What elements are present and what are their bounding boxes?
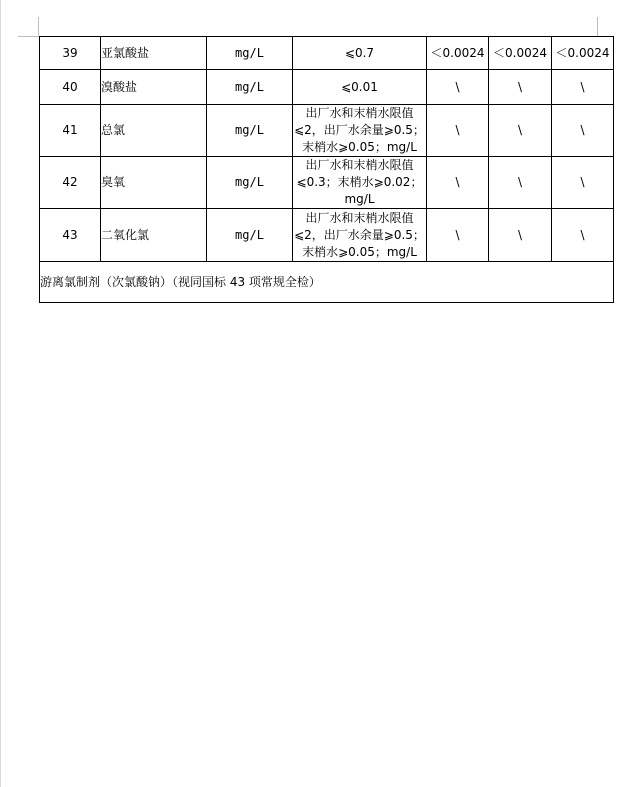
table-note-row [40,262,614,303]
row-number: 43 [40,209,101,262]
result-cell: ＜0.0024 [489,37,552,70]
table-row [40,37,614,70]
result-cell: \ [427,70,489,105]
result-cell: \ [489,157,552,209]
result-cell: \ [552,70,614,105]
result-cell: \ [427,209,489,262]
result-cell: ＜0.0024 [552,37,614,70]
margin-corner-mark [597,17,598,37]
unit-cell: mg/L [207,37,293,70]
page-left-edge [0,0,1,787]
result-cell: \ [489,209,552,262]
result-cell: \ [552,157,614,209]
result-cell: \ [489,70,552,105]
unit-cell: mg/L [207,70,293,105]
unit-cell: mg/L [207,209,293,262]
row-number: 41 [40,105,101,157]
row-number: 42 [40,157,101,209]
result-cell: \ [427,157,489,209]
table-row [40,157,614,209]
item-name: 溴酸盐 [101,70,207,105]
result-cell: ＜0.0024 [427,37,489,70]
result-cell: \ [552,209,614,262]
limit-cell: ⩽0.01 [293,70,427,105]
result-cell: \ [427,105,489,157]
result-cell: \ [552,105,614,157]
table-row [40,105,614,157]
result-cell: \ [489,105,552,157]
item-name: 臭氧 [101,157,207,209]
item-name: 总氯 [101,105,207,157]
item-name: 亚氯酸盐 [101,37,207,70]
table-row [40,209,614,262]
item-name: 二氧化氯 [101,209,207,262]
water-quality-table [39,36,614,303]
limit-cell: ⩽0.7 [293,37,427,70]
limit-cell: 出厂水和末梢水限值⩽2，出厂水余量⩾0.5；末梢水⩾0.05；mg/L [293,105,427,157]
limit-cell: 出厂水和末梢水限值⩽2，出厂水余量⩾0.5；末梢水⩾0.05；mg/L [293,209,427,262]
row-number: 40 [40,70,101,105]
unit-cell: mg/L [207,157,293,209]
margin-corner-mark [38,17,39,37]
unit-cell: mg/L [207,105,293,157]
table-note: 游离氯制剂（次氯酸钠）（视同国标 43 项常规全检） [40,262,614,303]
table-row [40,70,614,105]
row-number: 39 [40,37,101,70]
limit-cell: 出厂水和末梢水限值⩽0.3；末梢水⩾0.02；mg/L [293,157,427,209]
margin-corner-mark [18,36,38,37]
